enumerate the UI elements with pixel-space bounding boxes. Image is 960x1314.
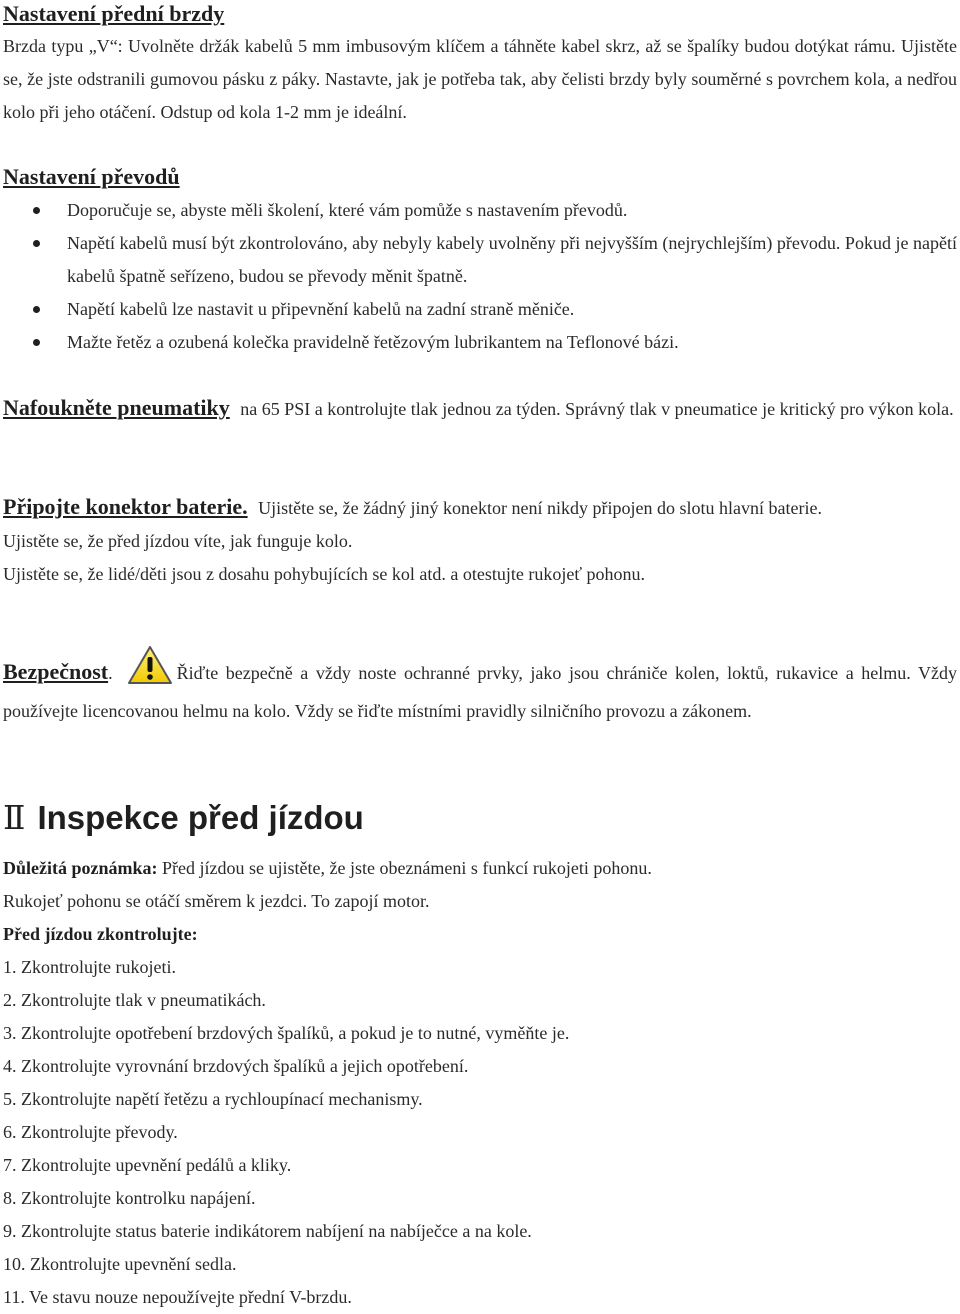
section-heading: Inspekce před jízdou — [37, 799, 364, 836]
gears-section — [3, 160, 957, 359]
battery-line-2: Ujistěte se, že před jízdou víte, jak funguje kolo. — [3, 531, 353, 551]
tires-heading: Nafoukněte pneumatiky — [3, 395, 230, 420]
safety-heading: Bezpečnost — [3, 659, 109, 684]
checklist — [3, 951, 957, 1314]
checklist-item: 2. Zkontrolujte tlak v pneumatikách. — [3, 990, 266, 1010]
battery-section — [3, 490, 957, 591]
checklist-item: 5. Zkontrolujte napětí řetězu a rychloupínací mechanismy. — [3, 1089, 423, 1109]
tires-paragraph: na 65 PSI a kontrolujte tlak jednou za týden. Správný tlak v pneumatice je kritický pro výkon kola. — [240, 399, 954, 419]
safety-heading-dot: . — [108, 663, 113, 683]
checklist-item: 3. Zkontrolujte opotřebení brzdových špalíků, a pokud je to nutné, vyměňte je. — [3, 1023, 570, 1043]
list-item: Napětí kabelů lze nastavit u připevnění kabelů na zadní straně měniče. — [3, 293, 957, 326]
checklist-item: 7. Zkontrolujte upevnění pedálů a kliky. — [3, 1155, 292, 1175]
checklist-item: 10. Zkontrolujte upevnění sedla. — [3, 1254, 237, 1274]
important-note-label: Důležitá poznámka: — [3, 858, 158, 878]
checklist-item: 11. Ve stavu nouze nepoužívejte přední V-brzdu. — [3, 1287, 352, 1307]
list-item: Mažte řetěz a ozubená kolečka pravidelně řetězovým lubrikantem na Teflonové bázi. — [3, 326, 957, 359]
checklist-item: 1. Zkontrolujte rukojeti. — [3, 957, 176, 977]
safety-paragraph: Řiďte bezpečně a vždy noste ochranné prvky, jako jsou chrániče kolen, loktů, rukavice a helmu. Vždy používejte licencovanou helmu na kolo. Vždy se řiďte místními pravidly silničního provozu a zákonem. — [3, 663, 957, 721]
list-item: Napětí kabelů musí být zkontrolováno, aby nebyly kabely uvolněny při nejvyšším (nejrychlejším) převodu. Pokud je napětí kabelů špatně seřízeno, budou se převody měnit špatně. — [3, 227, 957, 293]
inspection-section — [3, 852, 957, 1314]
brake-heading: Nastavení přední brzdy — [3, 1, 225, 26]
battery-line-3: Ujistěte se, že lidé/děti jsou z dosahu pohybujících se kol atd. a otestujte rukojeť pohonu. — [3, 564, 646, 584]
tires-section — [3, 391, 957, 426]
checklist-item: 9. Zkontrolujte status baterie indikátorem nabíjení na nabíječce a na kole. — [3, 1221, 532, 1241]
brake-section — [3, 0, 957, 129]
checklist-item: 8. Zkontrolujte kontrolku napájení. — [3, 1188, 256, 1208]
gears-heading: Nastavení převodů — [3, 164, 180, 189]
gears-bullet-list — [3, 194, 957, 359]
brake-paragraph: Brzda typu „V“: Uvolněte držák kabelů 5 mm imbusovým klíčem a táhněte kabel skrz, až se špalíky budou dotýkat rámu. Ujistěte se, že jste odstranili gumovou pásku z páky. Nastavte, jak je potřeba tak, aby čelisti brzdy byly souměrné s povrchem kola, a nedřou kolo při jeho otáčení. Odstup od kola 1-2 mm je ideální. — [3, 36, 957, 122]
checklist-item: 4. Zkontrolujte vyrovnání brzdových špalíků a jejich opotřebení. — [3, 1056, 469, 1076]
battery-paragraph: Ujistěte se, že žádný jiný konektor není nikdy připojen do slotu hlavní baterie. — [258, 498, 822, 518]
important-note-text: Před jízdou se ujistěte, že jste obeznámeni s funkcí rukojeti pohonu. — [157, 858, 652, 878]
section-numeral: Ⅱ — [3, 798, 26, 837]
battery-heading: Připojte konektor baterie. — [3, 494, 248, 519]
safety-section — [3, 645, 957, 730]
list-item: Doporučuje se, abyste měli školení, které vám pomůže s nastavením převodů. — [3, 194, 957, 227]
important-note-line-2: Rukojeť pohonu se otáčí směrem k jezdci. To zapojí motor. — [3, 891, 430, 911]
section-title — [3, 796, 364, 840]
checklist-item: 6. Zkontrolujte převody. — [3, 1122, 178, 1142]
warning-icon — [127, 645, 173, 685]
checklist-heading: Před jízdou zkontrolujte: — [3, 924, 198, 944]
